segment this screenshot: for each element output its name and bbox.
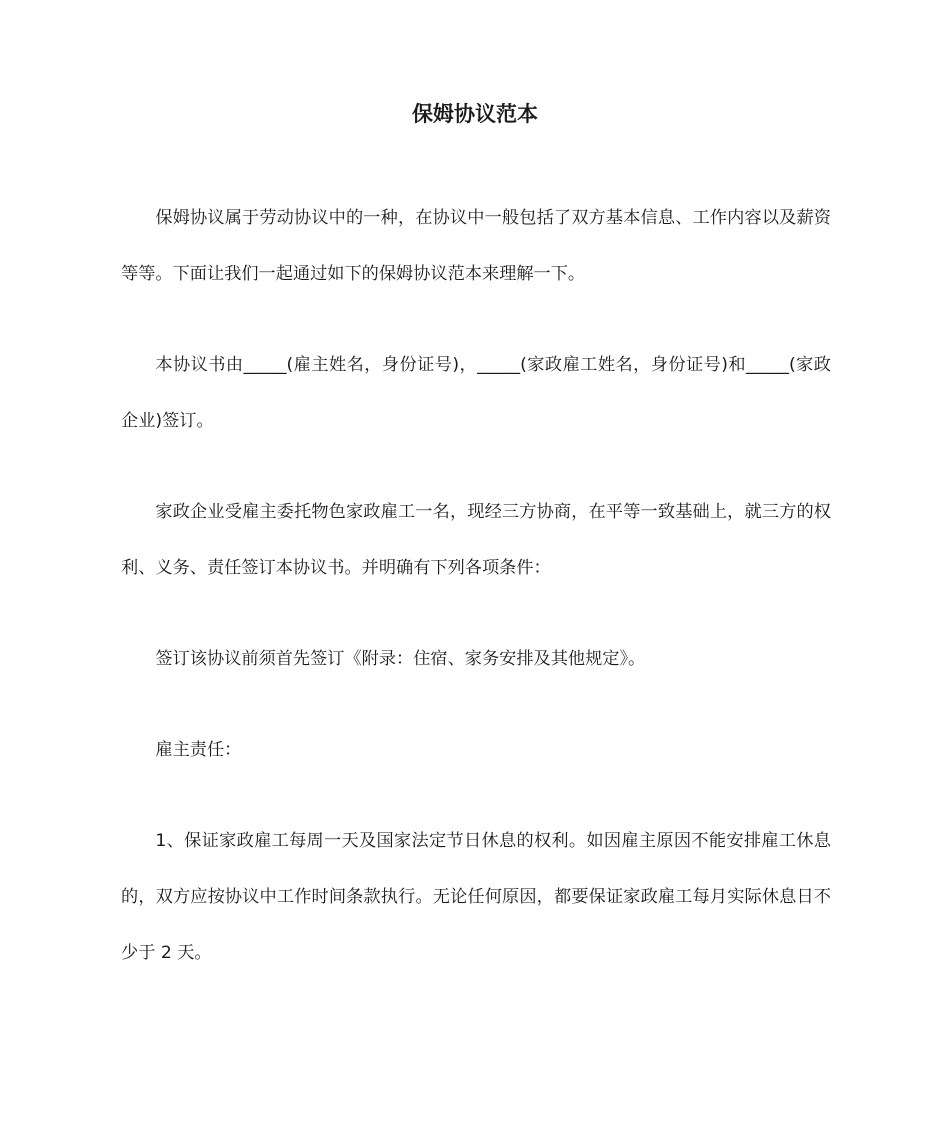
agreement-basis-paragraph: 家政企业受雇主委托物色家政雇工一名，现经三方协商，在平等一致基础上，就三方的权利、义务、责任签订本协议书。并明确有下列各项条件： (121, 502, 831, 578)
clause-1-paragraph: 1、保证家政雇工每周一天及国家法定节日休息的权利。如因雇主原因不能安排雇工休息的，双方应按协议中工作时间条款执行。无论任何原因，都要保证家政雇工每月实际休息日不少于 2 天。 (121, 831, 831, 963)
document-title: 保姆协议范本 (412, 102, 538, 126)
intro-paragraph: 保姆协议属于劳动协议中的一种，在协议中一般包括了双方基本信息、工作内容以及薪资等等。下面让我们一起通过如下的保姆协议范本来理解一下。 (121, 208, 831, 284)
document-body (121, 190, 831, 1016)
parties-paragraph: 本协议书由_____(雇主姓名，身份证号)，_____(家政雇工姓名，身份证号)和_____(家政企业)签订。 (121, 355, 831, 431)
employer-responsibility-heading: 雇主责任： (155, 740, 242, 760)
appendix-paragraph: 签订该协议前须首先签订《附录：住宿、家务安排及其他规定》。 (155, 649, 646, 669)
